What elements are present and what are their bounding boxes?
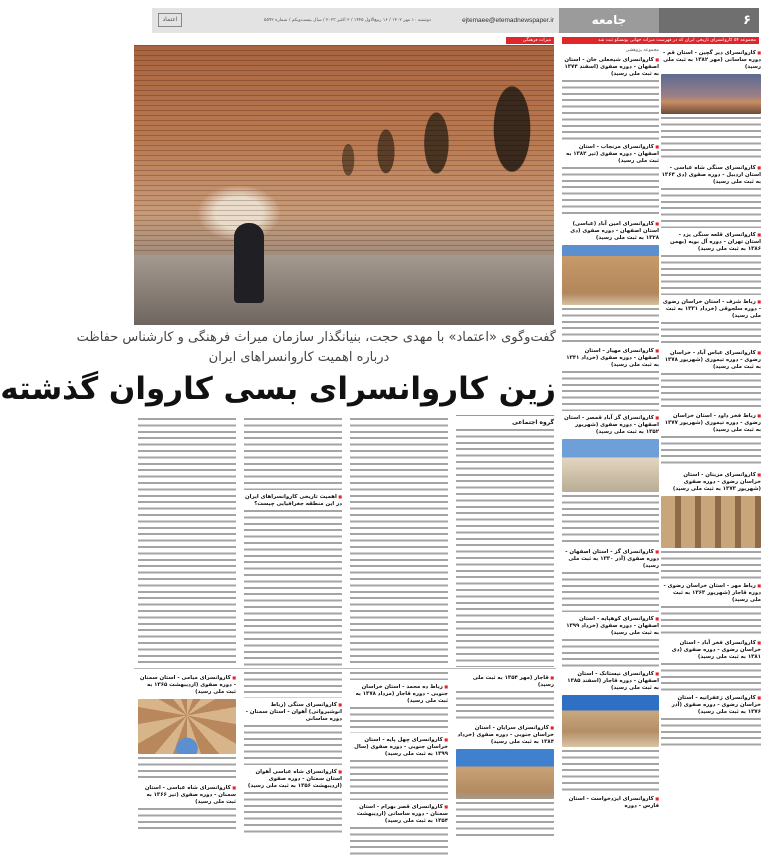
- dome-photo: [138, 699, 236, 754]
- page-number: ۶: [659, 8, 759, 33]
- caravanserai-list-a: ■ کاروانسرای دیر گچین - استان قم - دوره ساسانی (مهر ۱۳۸۲ به ثبت ملی رسید) ■ کاروانسرای سنگی شاه عباسی - استان اردبیل - دوره صفوی (دی ۱۳۶۴ به ثبت ملی رسید) ■ کاروانسرای قلعه سنگی یزد - استان تهران - دوره آل بویه (بهمن ۱۳۸۶ به ثبت ملی رسید) ■ رباط شرف - استان خراسان رضوی - دوره سلجوقی (خرداد ۱۳۳۱ به ثبت ملی رسید) ■ کاروانسرای عباس آباد - خراسان رضوی - دوره تیموری (شهریور ۱۳۷۸ به ثبت ملی رسید) ■ رباط فخر داود - استان خراسان رضوی - دوره تیموری (شهریور ۱۳۷۷ به ثبت ملی رسید) ■ کاروانسرای مزینان - استان خراسان رضوی - دوره صفوی (شهریور ۱۳۷۳ به ثبت ملی رسید) ■ رباط مهر - استان خراسان رضوی - دوره قاجار (شهریور ۱۳۶۳ به ثبت ملی رسید) ■ کاروانسرای فخر آباد - استان خراسان رضوی - دوره صفوی (دی ۱۳۸۱ به ثبت ملی رسید) ■ کاروانسرای زعفرانیه - استان خراسان رضوی - دوره صفوی (آذر ۱۳۷۶ به ثبت ملی رسید): [661, 47, 761, 820]
- divider: [134, 668, 556, 669]
- article-subtitle: گفت‌وگوی «اعتماد» با مهدی حجت، بنیانگذار سازمان میراث فرهنگی و کارشناس حفاظت: [76, 330, 556, 345]
- article-subtitle-2: درباره اهمیت کاروانسراهای ایران: [208, 350, 390, 365]
- section-email: ejtemaee@etemadnewspaper.ir: [462, 17, 554, 24]
- article-column: [138, 418, 236, 667]
- dir-gachin-photo: [661, 74, 761, 114]
- article-column: [350, 418, 448, 667]
- date-line: دوشنبه ۱۰ مهر ۱۴۰۲ / ۱۶ ربیع‌الاول ۱۴۴۵ / ۲ اکتبر ۲۰۲۳ / سال بیست‌ویکم / شماره ۵۵۹۲: [264, 18, 431, 23]
- zafaraniyeh-heading: ■ کاروانسرای زعفرانیه - استان خراسان رضوی - دوره صفوی (آذر ۱۳۷۶ به ثبت ملی رسید): [661, 694, 761, 716]
- article-title: زین کاروانسرای بسی کاروان گذشته: [0, 371, 556, 407]
- neyestanak-photo: [562, 695, 659, 747]
- caravanserai-photo: [134, 45, 554, 325]
- mazinan-photo: [661, 496, 761, 548]
- byline: گروه اجتماعی: [456, 415, 554, 426]
- bottom-column: ■ قاجار (مهر ۱۳۵۴ به ثبت ملی رسید) ■ کاروانسرای سرایان - استان خراسان جنوبی - دوره صفوی (خرداد ۱۳۸۴ به ثبت ملی رسید): [456, 672, 554, 839]
- caravanserai-list-b: مجموعه پژوهشی ■ کاروانسرای شیخعلی خان - استان اصفهان - دوره صفوی (اسفند ۱۳۷۴ به ثبت ملی رسید) ■ کاروانسرای مرنجاب - استان اصفهان - دوره صفوی (تیر ۱۳۸۲ به ثبت ملی رسید) ■ کاروانسرای امین آباد (عباسی) استان اصفهان - دوره صفوی (دی ۱۳۲۸ به ثبت ملی رسید) ■ کاروانسرای مهیار - استان اصفهان - دوره صفوی (خرداد ۱۳۴۱ به ثبت ملی رسید) ■ کاروانسرای گز آباد قمصر - استان اصفهان - دوره صفوی (شهریور ۱۳۵۲ به ثبت ملی رسید) ■ کاروانسرای گز - استان اصفهان - دوره صفوی (آذر ۱۳۳۰ به ثبت ملی رسید) ■ کاروانسرای کوهپایه - استان اصفهان - دوره صفوی (خرداد ۱۳۹۹ به ثبت ملی رسید) ■ کاروانسرای نیستانک - استان اصفهان - دوره قاجار (اسفند ۱۳۸۵ به ثبت ملی رسید) ■ کاروانسرای ایزدخواست - استان فارس - دوره: [562, 47, 659, 820]
- bottom-column: ■ رباط ده محمد - استان خراسان جنوبی - دوره قاجار (مرداد ۱۳۷۸ به ثبت ملی رسید) ■ کاروانسرای چهل پایه - استان خراسان جنوبی - دوره صفوی (سال ۱۳۹۹ به ثبت ملی رسید) ■ کاروانسرای قصر بهرام - استان سمنان - دوره ساسانی (اردیبهشت ۱۳۵۴ به ثبت ملی رسید): [350, 672, 448, 860]
- article-column: [456, 415, 554, 667]
- section-name: جامعه: [559, 8, 659, 33]
- sarayan-photo: [456, 749, 554, 799]
- question-heading: ■ اهمیت تاریخی کاروانسراهای ایران در این منطقه جغرافیایی چیست؟: [244, 493, 342, 508]
- article-column: [244, 418, 342, 669]
- bottom-column: ■ کاروانسرای میامی - استان سمنان - دوره صفوی (اردیبهشت ۱۳۶۵ به ثبت ملی رسید) ■ کاروانسرای شاه عباسی - استان سمنان - دوره صفوی (تیر ۱۳۶۶ به ثبت ملی رسید): [138, 672, 236, 833]
- newspaper-logo: اعتماد: [158, 13, 182, 27]
- aminabad-photo: [562, 245, 659, 305]
- garabad-photo: [562, 439, 659, 492]
- series-label: مجموعه ۵۴ کاروانسرای تاریخی ایران که در فهرست میراث جهانی یونسکو ثبت شد: [562, 37, 759, 44]
- category-label: میراث فرهنگی: [506, 37, 554, 44]
- bottom-column: ■ کاروانسرای سنگی (رباط انوشیروانی) آهوان - استان سمنان - دوره ساسانی ■ کاروانسرای شاه عباسی آهوان استان سمنان - دوره صفوی (اردیبهشت ۱۳۵۶ به ثبت ملی رسید): [244, 672, 342, 839]
